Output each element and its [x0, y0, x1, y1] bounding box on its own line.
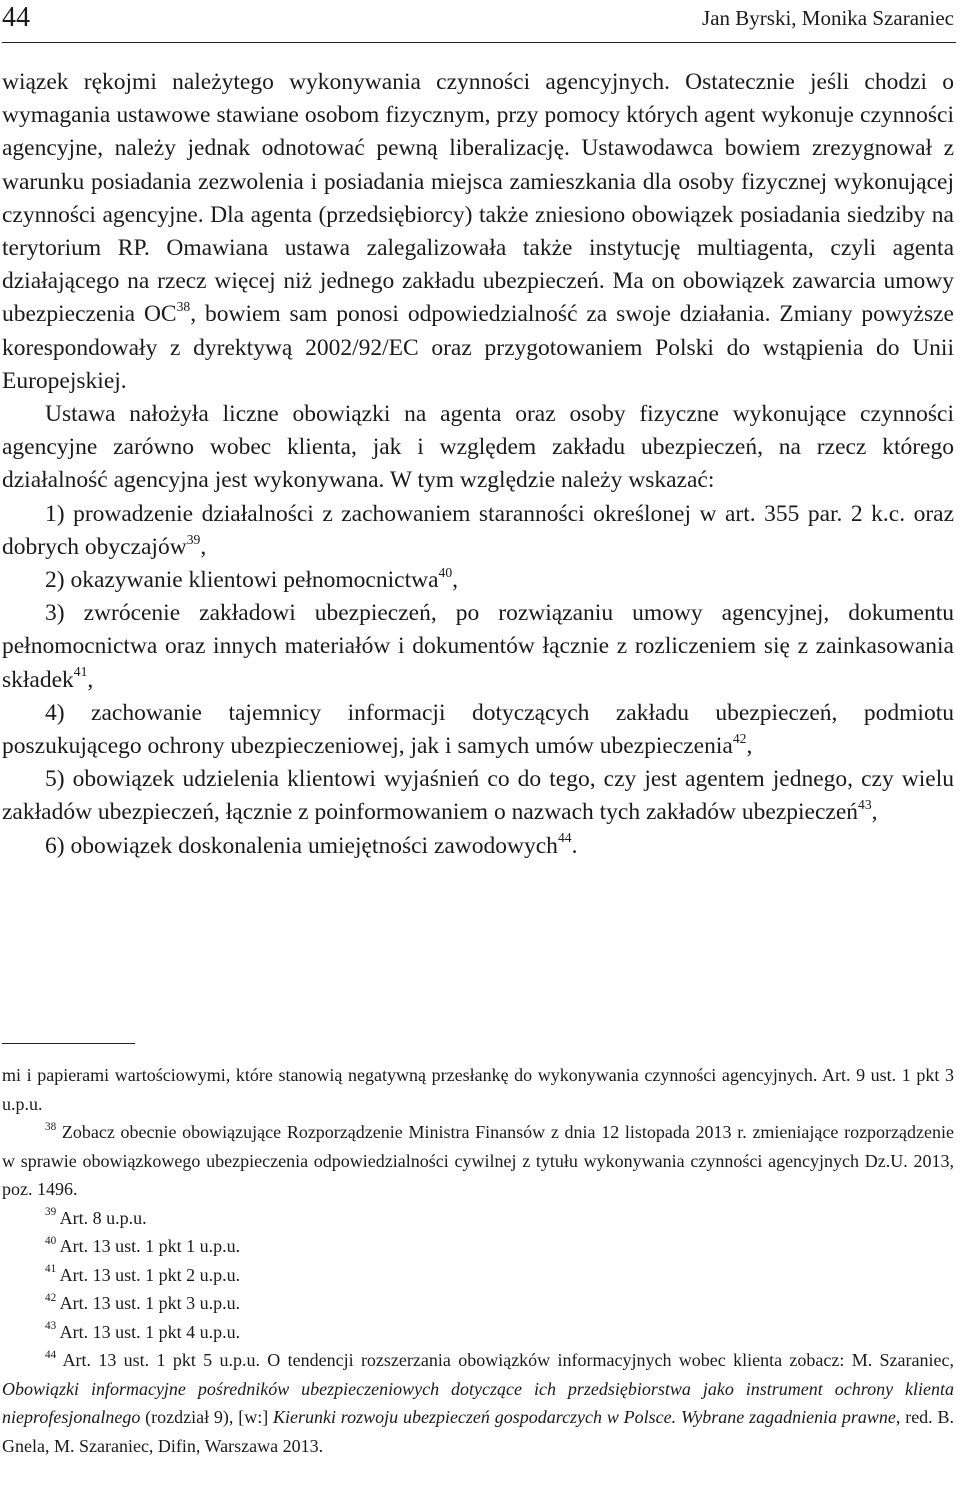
- list-item-text: 1) prowadzenie działalności z zachowaniem staranności określonej w art. 355 par. 2 k.c. oraz dobrych obyczajów: [2, 500, 954, 560]
- footnote-number: 44: [45, 1348, 57, 1361]
- footnote-ref: 44: [557, 830, 572, 846]
- footnote-text: Art. 8 u.p.u.: [59, 1207, 147, 1228]
- running-header-authors: Jan Byrski, Monika Szaraniec: [702, 6, 954, 30]
- paragraph-text: , bowiem sam ponosi odpowiedzialność za swoje działania. Zmiany powyższe korespondowały z dyrektywą 2002/92/EC oraz przygotowaniem Polski do wstąpienia do Unii Europejskiej.: [2, 301, 954, 394]
- list-item-text: ,: [200, 533, 207, 560]
- footnote-number: 43: [45, 1320, 57, 1333]
- footnote-text: (rozdział 9), [w:]: [140, 1407, 273, 1427]
- footnote: [2, 1346, 954, 1460]
- main-text: [2, 66, 954, 863]
- list-item-text: 3) zwrócenie zakładowi ubezpieczeń, po rozwiązaniu umowy agencyjnej, dokumentu pełnomocnictwa oraz innych materiałów i dokumentów łącznie z rozliczeniem się z zainkasowania składek: [2, 600, 954, 693]
- list-item-text: 6) obowiązek doskonalenia umiejętności zawodowych: [45, 832, 558, 859]
- footnote-separator: [2, 1043, 135, 1044]
- list-item-text: ,: [87, 666, 94, 693]
- footnote-ref: 41: [73, 664, 88, 680]
- footnote-text: Zobacz obecnie obowiązujące Rozporządzenie Ministra Finansów z dnia 12 listopada 2013 r. zmieniające rozporządzenie w sprawie obowiązkowego ubezpieczenia odpowiedzialności cywilnej z tytułu wykonywania czynności agencyjnych Dz.U. 2013, poz. 1496.: [2, 1122, 955, 1199]
- list-item: [2, 697, 954, 763]
- footnote: [2, 1232, 954, 1261]
- footnote-ref: 38: [176, 299, 191, 315]
- paragraph-text: wiązek rękojmi należytego wykonywania czynności agencyjnych. Ostatecznie jeśli chodzi o wymagania ustawowe stawiane osobom fizycznym, przy pomocy których agent wykonuje czynności agencyjne, należy jednak odnotować pewną liberalizację. Ustawodawca bowiem zrezygnował z warunku posiadania zezwolenia i posiadania miejsca zamieszkania dla osoby fizycznej wykonującej czynności agencyjne. Dla agenta (przedsiębiorcy) także zniesiono obowiązek posiadania siedziby na terytorium RP. Omawiana ustawa zalegalizowała także instytucję multiagenta, czyli agenta działającego na rzecz więcej niż jednego zakładu ubezpieczeń. Ma on obowiązek zawarcia umowy ubezpieczenia OC: [2, 69, 954, 328]
- list-item-text: 4) zachowanie tajemnicy informacji dotyczących zakładu ubezpieczeń, podmiotu poszukującego ochrony ubezpieczeniowej, jak i samych umów ubezpieczenia: [2, 699, 954, 760]
- cited-title: Obowiązki informacyjne pośredników ubezpieczeniowych dotyczące ich przedsiębiorstwa jako instrument ochrony klienta nieprofesjonalnego: [2, 1378, 954, 1427]
- footnote-text: mi i papierami wartościowymi, które stanowią negatywną przesłankę do wykonywania czynności agencyjnych. Art. 9 ust. 1 pkt 3 u.p.u.: [2, 1065, 954, 1114]
- footnote-ref: 40: [438, 564, 453, 580]
- list-item: [2, 830, 954, 863]
- footnote-number: 39: [45, 1206, 57, 1219]
- list-item: [2, 564, 954, 597]
- footnote-ref: 42: [732, 730, 747, 746]
- footnote-text: Art. 13 ust. 1 pkt 2 u.p.u.: [59, 1264, 241, 1285]
- footnote-text: Art. 13 ust. 1 pkt 4 u.p.u.: [59, 1321, 241, 1342]
- footnote-ref: 43: [858, 797, 872, 813]
- footnote-number: 38: [45, 1120, 57, 1133]
- footnote: [2, 1204, 954, 1233]
- footnote: [2, 1261, 954, 1290]
- footnote: [2, 1118, 954, 1204]
- list-item-text: 5) obowiązek udzielenia klientowi wyjaśnień co do tego, czy jest agentem jednego, czy wielu zakładów ubezpieczeń, łącznie z poinformowaniem o nazwach tych zakładów ubezpieczeń: [2, 766, 954, 826]
- footnotes: [2, 1061, 954, 1460]
- footnote-text: Art. 13 ust. 1 pkt 5 u.p.u. O tendencji rozszerzania obowiązków informacyjnych wobec klienta zobacz: M. Szaraniec,: [62, 1350, 954, 1370]
- footnote-ref: 39: [186, 531, 201, 547]
- footnote-number: 40: [45, 1234, 57, 1247]
- list-item-text: .: [571, 832, 578, 859]
- running-header: [2, 0, 956, 43]
- list-item: [2, 498, 954, 564]
- paragraph-text: Ustawa nałożyła liczne obowiązki na agenta oraz osoby fizyczne wykonujące czynności agencyjne zarówno wobec klienta, jak i względem zakładu ubezpieczeń, na rzecz którego działalność agencyjna jest wykonywana. W tym względzie należy wskazać:: [2, 401, 954, 494]
- paragraph: [2, 66, 954, 398]
- list-item-text: ,: [871, 799, 878, 826]
- paragraph: [2, 398, 954, 498]
- footnote-text: Art. 13 ust. 1 pkt 1 u.p.u.: [59, 1236, 241, 1256]
- footnote-text: , red. B. Gnela, M. Szaraniec, Difin, Warszawa 2013.: [2, 1407, 954, 1456]
- list-item-text: ,: [452, 567, 458, 594]
- page-number: 44: [2, 2, 30, 33]
- cited-title: Kierunki rozwoju ubezpieczeń gospodarczych w Polsce. Wybrane zagadnienia prawne: [273, 1407, 896, 1427]
- footnote-continuation: [2, 1061, 954, 1118]
- footnote: [2, 1289, 954, 1318]
- footnote-number: 41: [45, 1263, 57, 1276]
- list-item-text: ,: [746, 733, 753, 760]
- list-item-text: 2) okazywanie klientowi pełnomocnictwa: [45, 567, 439, 594]
- footnote-number: 42: [45, 1291, 57, 1304]
- list-item: [2, 763, 954, 829]
- footnote: [2, 1318, 954, 1347]
- list-item: [2, 597, 954, 697]
- footnote-text: Art. 13 ust. 1 pkt 3 u.p.u.: [59, 1293, 241, 1313]
